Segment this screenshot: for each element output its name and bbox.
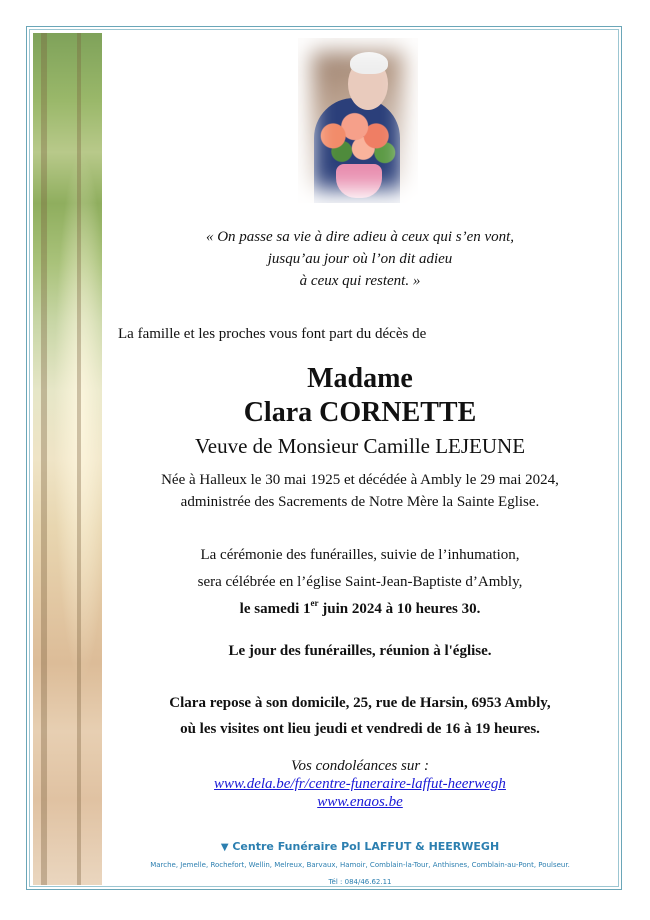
funeral-home-locations: Marche, Jemelle, Rochefort, Wellin, Melreux, Barvaux, Hamoir, Comblain-la-Tour, Anthisnes, Comblain-au-Pont, Poulseur. — [150, 861, 570, 869]
rest-line-1: Clara repose à son domicile, 25, rue de Harsin, 6953 Ambly, — [169, 695, 551, 711]
triangle-down-icon: ▼ — [220, 842, 229, 853]
funeral-home-phone: Tél : 084/46.62.11 — [328, 878, 392, 886]
deceased-title: Madame — [307, 363, 413, 394]
deceased-name: Clara CORNETTE — [243, 397, 477, 428]
ceremony-line-2: sera célébrée en l’église Saint-Jean-Baptiste d’Ambly, — [197, 574, 523, 590]
spouse-line: Veuve de Monsieur Camille LEJEUNE — [194, 434, 526, 458]
quote — [110, 226, 610, 292]
ceremony-info — [110, 542, 610, 623]
quote-line-1: « On passe sa vie à dire adieu à ceux qui s’en vont, — [205, 229, 515, 245]
announcement-intro: La famille et les proches vous font part du décès de — [118, 326, 427, 342]
sacraments-line: administrée des Sacrements de Notre Mère la Sainte Eglise. — [180, 494, 540, 510]
birth-death-info — [110, 469, 610, 513]
quote-line-2: jusqu’au jour où l’on dit adieu — [267, 251, 453, 267]
condolence-link-enaos[interactable]: www.enaos.be — [317, 794, 403, 810]
condolence-link-dela[interactable]: www.dela.be/fr/centre-funeraire-laffut-heerwegh — [214, 776, 506, 792]
funeral-home-name: ▼ Centre Funéraire Pol LAFFUT & HEERWEGH — [220, 840, 500, 853]
birth-death-line: Née à Halleux le 30 mai 1925 et décédée à Ambly le 29 mai 2024, — [161, 472, 559, 488]
meeting-note: Le jour des funérailles, réunion à l'église. — [228, 643, 492, 659]
visitation-info — [110, 690, 610, 742]
portrait-photo — [298, 38, 418, 203]
rest-line-2: où les visites ont lieu jeudi et vendredi de 16 à 19 heures. — [180, 721, 540, 737]
condolences-label: Vos condoléances sur : — [291, 758, 429, 774]
condolences — [110, 757, 610, 811]
ceremony-date: le samedi 1er juin 2024 à 10 heures 30. — [239, 598, 481, 617]
quote-line-3: à ceux qui restent. » — [299, 273, 421, 289]
ceremony-line-1: La cérémonie des funérailles, suivie de l’inhumation, — [200, 547, 520, 563]
side-forest-image — [33, 33, 102, 885]
